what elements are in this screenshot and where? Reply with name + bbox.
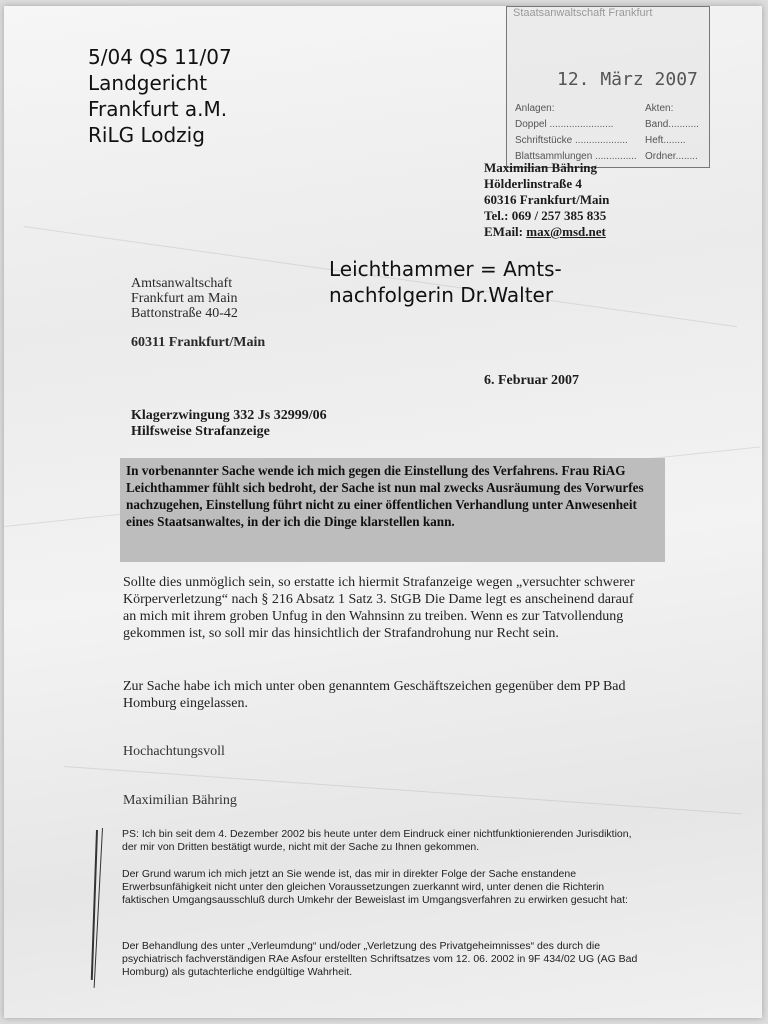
subject-line: Klagerzwingung 332 Js 32999/06	[131, 408, 327, 423]
recipient-line: Amtsanwaltschaft	[131, 276, 233, 291]
recipient-line: Battonstraße 40-42	[131, 306, 238, 321]
letter-date: 6. Februar 2007	[484, 373, 580, 388]
subject-block	[131, 408, 327, 440]
sender-email-line	[484, 224, 609, 240]
postscript-paragraph: Der Behandlung des unter „Verleumdung“ und/oder „Verletzung des Privatgeheimnisses“ des durch die psychiatrisch fachverständigen RAe Asfour erstellten Schriftsatzes vom 12. 06. 2002 in 9F 434/02 UG (AG Bad Homburg) als gutachterliche endgültige Wahrheit.	[122, 940, 638, 978]
body-paragraph: Sollte dies unmöglich sein, so erstatte ich hiermit Strafanzeige wegen „versuchter schwerer Körperverletzung“ nach § 216 Absatz 1 Satz 3. StGB Die Dame legt es anscheinend darauf an mich mit ihrem groben Unfug in den Wahnsinn zu treiben. Wenn es zur Tatvollendung gekommen ist, so soll mir das hinsichtlich der Strafandrohung nur Recht sein.	[123, 575, 635, 641]
sender-email-link[interactable]: max@msd.net	[526, 224, 606, 239]
stamp-row-value: Akten:	[645, 103, 674, 114]
successor-line: Leichthammer = Amts-	[329, 257, 562, 281]
successor-note	[329, 256, 562, 308]
receipt-stamp	[506, 6, 710, 168]
postscript-paragraph: Der Grund warum ich mich jetzt an Sie wende ist, das mir in direkter Folge der Sache enstandene Erwerbsunfähigkeit nicht unter den gleichen Voraussetzungen zuerkannt wird, unter denen die Richterin faktischen Umgangsausschluß durch Umkehr der Beweislast im Umgangsverfahren zu erwirken gesucht hat:	[122, 868, 628, 906]
successor-line: nachfolgerin Dr.Walter	[329, 283, 554, 307]
stamp-row-label: Anlagen:	[515, 103, 555, 114]
body-paragraph: Zur Sache habe ich mich unter oben genanntem Geschäftszeichen gegenüber dem PP Bad Homburg eingelassen.	[123, 679, 626, 711]
case-ref-line: Landgericht	[88, 71, 208, 95]
stamp-date: 12. März 2007	[557, 69, 698, 90]
highlighted-paragraph	[120, 458, 665, 562]
stamp-row-value: Band...........	[645, 119, 699, 130]
highlighted-text: In vorbenannter Sache wende ich mich gegen die Einstellung des Verfahrens. Frau RiAG Leichthammer fühlt sich bedroht, der Sache ist nun mal zwecks Ausräumung des Vorwurfes nachzugehen, Einstellung führt nicht zu einer öffentlichen Verhandlung unter Anwesenheit eines Staatsanwaltes, in der ich die Dinge klarstellen kann.	[126, 463, 644, 529]
case-reference-note	[88, 44, 232, 148]
postscript-paragraph: PS: Ich bin seit dem 4. Dezember 2002 bis heute unter dem Eindruck einer nichtfunktionierenden Jurisdiktion, der mir von Dritten bestätigt wurde, nicht mit der Sache zu Ihnen gekommen.	[122, 828, 632, 853]
sender-city: 60316 Frankfurt/Main	[484, 192, 610, 207]
stamp-row-label: Blattsammlungen ...............	[515, 151, 637, 162]
stamp-row-label: Doppel .......................	[515, 119, 614, 130]
sender-name: Maximilian Bähring	[484, 160, 598, 175]
email-label: EMail:	[484, 224, 523, 239]
greeting: Hochachtungsvoll	[123, 744, 225, 759]
sender-address	[484, 160, 609, 240]
recipient-line: Frankfurt am Main	[131, 291, 238, 306]
sender-street: Hölderlinstraße 4	[484, 176, 582, 191]
stamp-header: Staatsanwaltschaft Frankfurt	[513, 7, 653, 19]
sender-phone: Tel.: 069 / 257 385 835	[484, 208, 607, 223]
stamp-row-label: Schriftstücke ...................	[515, 135, 628, 146]
stamp-row-value: Heft........	[645, 135, 686, 146]
recipient-city: 60311 Frankfurt/Main	[131, 335, 266, 350]
case-ref-line: Frankfurt a.M.	[88, 97, 228, 121]
signature-name: Maximilian Bähring	[123, 793, 237, 808]
case-ref-line: RiLG Lodzig	[88, 123, 205, 147]
subject-line: Hilfsweise Strafanzeige	[131, 424, 270, 439]
stamp-row-value: Ordner........	[645, 151, 698, 162]
recipient-address	[131, 276, 265, 350]
case-ref-line: 5/04 QS 11/07	[88, 45, 232, 69]
